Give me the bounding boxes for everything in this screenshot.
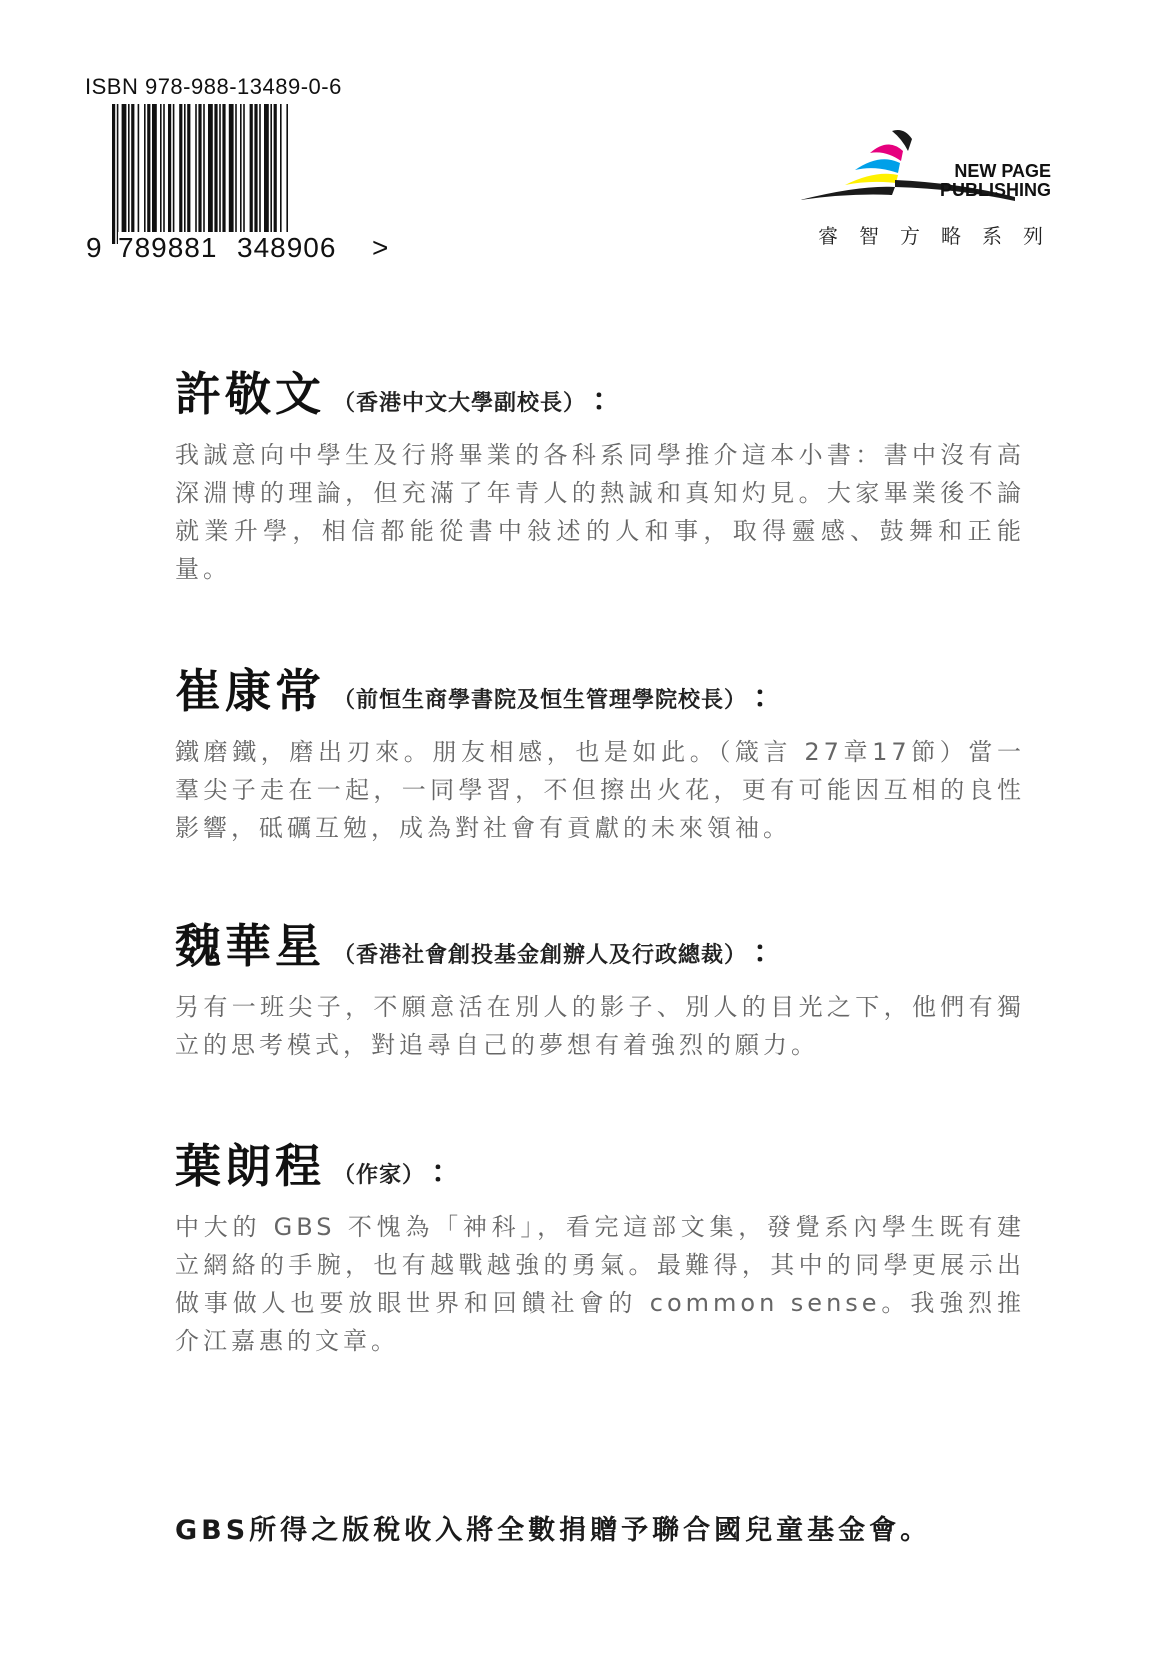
endorsement-text: 我誠意向中學生及行將畢業的各科系同學推介這本小書：書中沒有高深淵博的理論，但充滿了年青人的熱誠和真知灼見。大家畢業後不論就業升學，相信都能從書中敍述的人和事，取得靈感、鼓舞和正能量。 (175, 441, 1025, 583)
barcode-bar (264, 104, 269, 232)
barcode-bar (138, 104, 140, 232)
heading-colon: ： (753, 935, 784, 970)
endorsement-heading (175, 358, 1025, 424)
barcode-bar (152, 104, 157, 232)
series-label: 睿智方略系列 (818, 224, 1064, 248)
barcode-bar (131, 104, 134, 232)
barcode (82, 104, 372, 244)
barcode-digit-first: 9 (86, 232, 102, 263)
endorsement-text: 中大的 GBS 不愧為「神科」，看完這部文集，發覺系內學生既有建立網絡的手腕，也有越戰越強的勇氣。最難得，其中的同學更展示出做事做人也要放眼世界和回饋社會的 common sense。我強烈推介江嘉惠的文章。 (175, 1213, 1025, 1355)
barcode-bar (195, 104, 197, 232)
endorser-name: 魏華星 (175, 919, 325, 973)
barcode-bar (147, 104, 150, 232)
barcode-bar (117, 104, 119, 244)
barcode-bar (214, 104, 217, 232)
endorser-role: （前恒生商學書院及恒生管理學院校長） (333, 688, 748, 713)
barcode-bar (160, 104, 162, 232)
endorser-role: （作家） (333, 1163, 426, 1188)
barcode-bar (222, 104, 225, 232)
endorsement-4 (175, 1130, 1025, 1360)
endorsement-2 (175, 655, 1025, 847)
barcode-bar (250, 104, 253, 232)
barcode-bar (229, 104, 234, 232)
barcode-digits-right: 348906 (237, 232, 337, 263)
barcode-bar (179, 104, 182, 232)
barcode-bar (259, 104, 261, 232)
barcode-bar (280, 104, 282, 232)
endorser-role: （香港社會創投基金創辦人及行政總裁） (333, 943, 748, 968)
barcode-bar (112, 104, 115, 244)
endorsement-text: 鐵磨鐵，磨出刃來。朋友相感，也是如此。（箴言 27章17節）當一羣尖子走在一起，一同學習，不但擦出火花，更有可能因互相的良性影響，砥礪互勉，成為對社會有貢獻的未來領袖。 (175, 738, 1025, 842)
publisher-name (940, 162, 1051, 200)
barcode-bar (254, 104, 257, 232)
barcode-digits-left: 789881 (118, 232, 218, 263)
endorser-role: （香港中文大學副校長） (333, 391, 587, 416)
heading-colon: ： (431, 1155, 462, 1190)
endorsement-3 (175, 910, 1025, 1064)
endorsement-heading (175, 655, 1025, 721)
barcode-bar (274, 104, 277, 232)
barcode-bar (187, 104, 190, 232)
publisher-name-line2: PUBLISHING (940, 180, 1052, 200)
barcode-bar (203, 104, 205, 244)
barcode-digit-end: > (372, 232, 389, 263)
barcode-bar (240, 104, 242, 232)
royalty-note: GBS所得之版稅收入將全數捐贈予聯合國兒童基金會。 (175, 1515, 932, 1546)
endorsement-heading (175, 1130, 1025, 1196)
barcode-bar (168, 104, 171, 232)
endorsement-text: 另有一班尖子，不願意活在別人的影子、別人的目光之下，他們有獨立的思考模式，對追尋自己的夢想有着強烈的願力。 (175, 993, 1025, 1059)
barcode-bar (198, 104, 201, 244)
isbn-label: ISBN 978-988-13489-0-6 (85, 74, 342, 99)
barcode-bar (163, 104, 165, 232)
barcode-bar (144, 104, 146, 232)
heading-colon: ： (592, 383, 623, 418)
endorser-name: 葉朗程 (175, 1139, 325, 1193)
endorsement-heading (175, 910, 1025, 976)
barcode-bar (270, 104, 272, 232)
barcode-bar (128, 104, 130, 232)
barcode-bar (122, 104, 127, 232)
barcode-bar (208, 104, 213, 232)
barcode-bar (286, 104, 288, 244)
barcode-bar (173, 104, 175, 232)
endorser-name: 許敬文 (175, 367, 325, 421)
barcode-bar (219, 104, 221, 232)
publisher-name-line1: NEW PAGE (954, 161, 1052, 181)
endorser-name: 崔康常 (175, 664, 325, 718)
heading-colon: ： (753, 680, 784, 715)
barcode-bar (184, 104, 186, 232)
barcode-bar (235, 104, 237, 232)
endorsement-1 (175, 358, 1025, 588)
barcode-bar (243, 104, 245, 232)
